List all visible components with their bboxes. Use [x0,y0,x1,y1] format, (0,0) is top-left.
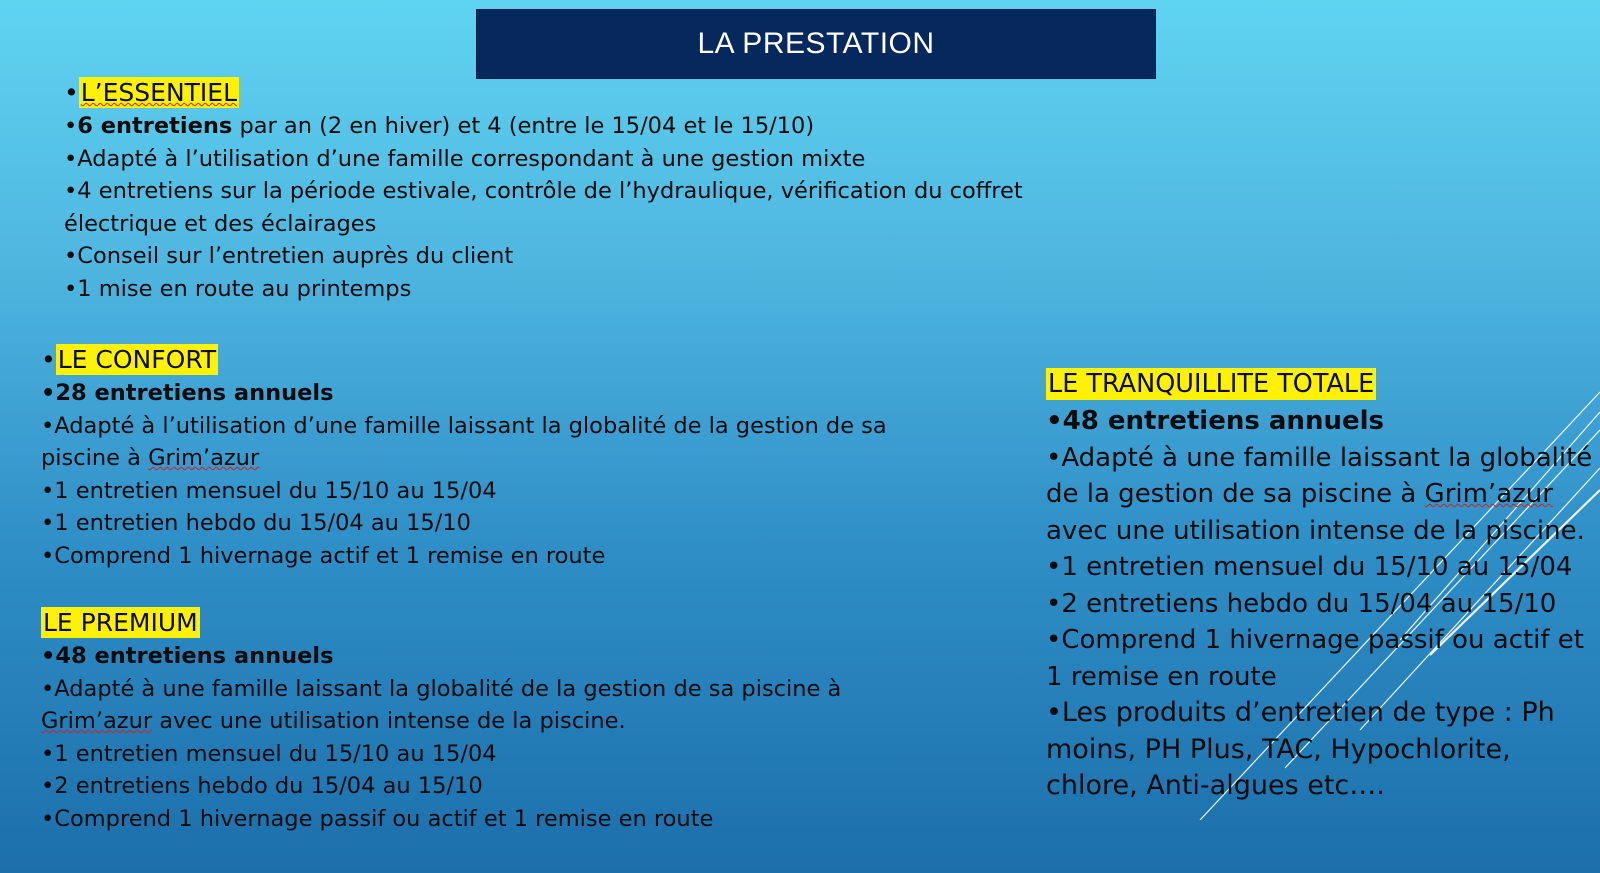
essentiel-count-detail: par an (2 en hiver) et 4 (entre le 15/04 et le 15/10) [232,113,815,139]
essentiel-line-2: •Adapté à l’utilisation d’une famille correspondant à une gestion mixte [64,145,866,172]
essentiel-line-1 [64,110,1023,143]
essentiel-count: 6 entretiens [77,113,233,139]
brand-name: Grim’azur [148,445,260,472]
premium-line-1: •48 entretiens annuels [41,643,334,669]
tranquillite-line-2b [1046,476,1592,513]
essentiel-heading: L’ESSENTIEL [80,78,238,107]
confort-line-2a: •Adapté à l’utilisation d’une famille laissant la globalité de la gestion de sa [41,412,887,439]
confort-line-3: •1 entretien mensuel du 15/10 au 15/04 [41,477,497,504]
essentiel-section [64,76,1023,306]
tranquillite-section [1046,366,1592,805]
confort-line-4: •1 entretien hebdo du 15/04 au 15/10 [41,510,471,537]
tranquillite-line-4: •2 entretiens hebdo du 15/04 au 15/10 [1046,588,1557,619]
premium-line-2b-text: avec une utilisation intense de la piscine. [152,708,626,735]
tranquillite-line-5a: •Comprend 1 hivernage passif ou actif et [1046,625,1584,655]
slide-title: LA PRESTATION [697,27,935,60]
tranquillite-line-2b-text: de la gestion de sa piscine à [1046,479,1425,509]
premium-line-4: •2 entretiens hebdo du 15/04 au 15/10 [41,773,483,800]
bullet: • [41,345,56,374]
confort-section [41,343,887,573]
confort-line-5: •Comprend 1 hivernage actif et 1 remise en route [41,542,606,569]
tranquillite-line-6a: •Les produits d’entretien de type : Ph [1046,697,1555,728]
confort-heading-line [41,343,887,377]
slide-title-box [476,9,1156,79]
confort-line-1: •28 entretiens annuels [41,380,334,406]
tranquillite-line-6b: moins, PH Plus, TAC, Hypochlorite, [1046,733,1511,765]
essentiel-heading-line [64,76,1023,110]
confort-line-2b [41,442,887,475]
tranquillite-line-2a: •Adapté à une famille laissant la globalité [1046,442,1593,473]
premium-line-3: •1 entretien mensuel du 15/10 au 15/04 [41,740,497,767]
essentiel-line-3a: •4 entretiens sur la période estivale, contrôle de l’hydraulique, vérification du coffret [64,178,1023,205]
bullet: • [64,78,79,107]
brand-name: Grim’azur [1424,479,1553,509]
confort-heading: LE CONFORT [57,345,217,374]
essentiel-line-3b: électrique et des éclairages [64,210,377,237]
essentiel-line-5: •1 mise en route au printemps [64,275,412,302]
premium-line-5: •Comprend 1 hivernage passif ou actif et 1 remise en route [41,805,714,832]
confort-line-2b-text: piscine à [41,445,149,472]
tranquillite-heading-line [1046,366,1592,403]
premium-heading-line [41,606,841,640]
tranquillite-line-3: •1 entretien mensuel du 15/10 au 15/04 [1046,552,1573,582]
tranquillite-line-2c: avec une utilisation intense de la piscine. [1046,515,1585,546]
tranquillite-line-5b: 1 remise en route [1046,661,1277,692]
premium-heading: LE PREMIUM [43,608,198,637]
tranquillite-line-6c: chlore, Anti-algues etc…. [1046,770,1385,801]
tranquillite-heading: LE TRANQUILLITE TOTALE [1048,369,1375,399]
bullet: • [64,113,78,139]
premium-section [41,606,841,836]
premium-line-2a: •Adapté à une famille laissant la globalité de la gestion de sa piscine à [41,675,842,702]
brand-name: Grim’azur [41,708,153,735]
essentiel-line-4: •Conseil sur l’entretien auprès du client [64,243,514,270]
tranquillite-line-1: •48 entretiens annuels [1046,406,1384,436]
premium-line-2b [41,705,841,738]
